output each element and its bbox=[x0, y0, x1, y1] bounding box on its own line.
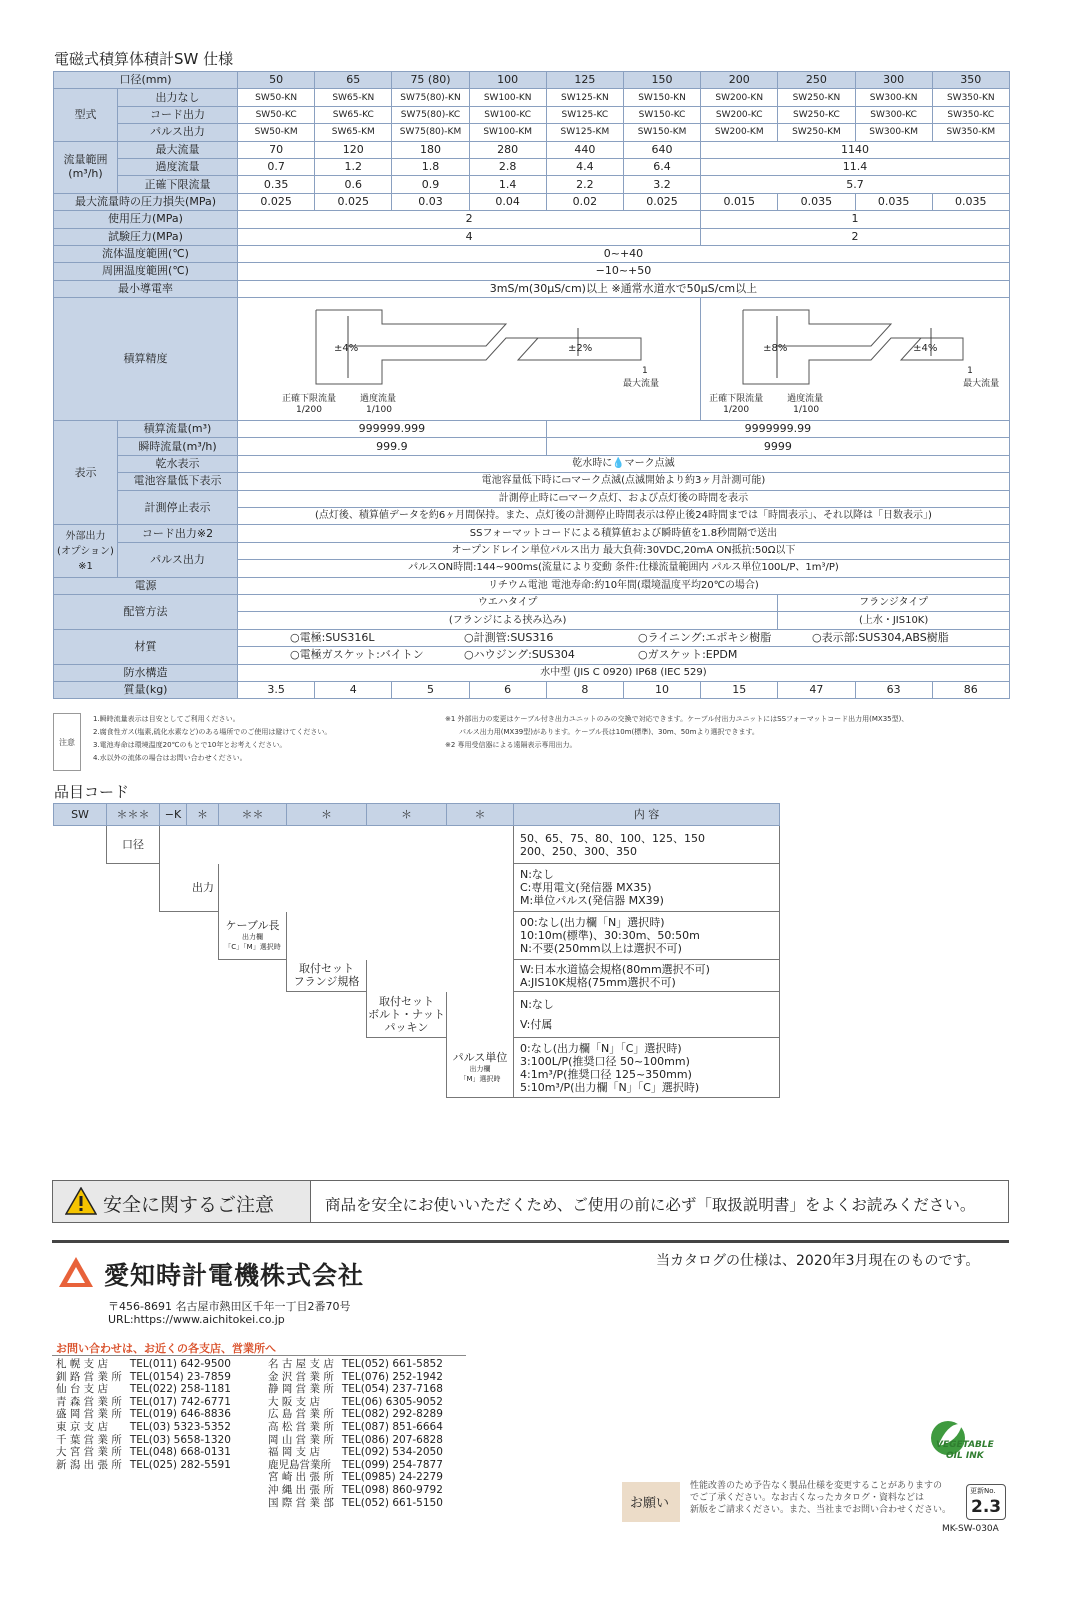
code-table: SW ＊＊＊ −K ＊ ＊＊ ＊ ＊ ＊ 内 容 口径 50、65、75、80、100、125、150 200、250、300、350 出力 N:なし C:専用電文(発信器 MX35) M:単位パルス(発信器 MX39) ケーブル長 出力欄 「C」「M」選択時 00:なし(出力欄「N」選択時) 10:10m(標準)、30:30m、50:50m N:不要(250mm以上は選択不可) 取付セット フランジ規格 W:日本水道協会規格(80mm選択不可) A:JIS10K規格(75mm選択不可) 取付セット ボルト・ナット パッキン N:なし V:付属 パルス単位 出力欄 「M」選択時 0:なし(出力欄「N」「C」選択時) 3:100L/P(推奨口径 50~100mm) 4:1m³/P(推奨口径 125~350mm) 5:10m³/P(出力欄「N」「C」選択時) bbox=[53, 803, 780, 1098]
branch-list-right: 名 古 屋 支 店 TEL(052) 661-5852 金 沢 営 業 所 TEL(076) 252-1942 静 岡 営 業 所 TEL(054) 237-7168 大 阪 支 店 TEL(06) 6305-9052 広 島 営 業 所 TEL(082) 292-8289 高 松 営 業 所 TEL(087) 851-6664 岡 山 営 業 所 TEL(086) 207-6828 福 岡 支 店 TEL(092) 534-2050 鹿児島営業所 TEL(099) 254-7877 宮 崎 出 張 所 TEL(0985) 24-2279 沖 縄 出 張 所 TEL(098) 860-9792 国 際 営 業 部 TEL(052) 661-5150 bbox=[268, 1358, 443, 1509]
accuracy-diagram-right: ±8% ±4% 1 最大流量 正確下限流量 過度流量 1/200 1/100 bbox=[701, 298, 1010, 421]
accuracy-diagram-left: ±4% ±2% 1 最大流量 正確下限流量 過度流量 1/200 1/100 bbox=[238, 298, 701, 421]
code-title: 品目コード bbox=[54, 783, 130, 801]
spec-table: 口径(mm) 50 65 75 (80) 100 125 150 200 250 300 350 型式 出力なし SW50-KN SW65-KN SW75(80)-KN SW100-KN SW125-KN SW150-KN SW200-KN SW250-KN SW300-KN SW350-KN コード出力 SW50-KC SW65-KC SW75(80)-KC SW100-KC SW125-KC SW150-KC SW200-KC SW250-KC SW300-KC SW350-KC パルス出力 SW50-KM SW65-KM SW75(80)-KM SW100-KM SW125-KM SW150-KM SW200-KM SW250-KM SW300-KM SW350-KM 流量範囲 (m³/h) 最大流量 70 120 180 280 440 640 1140 過度流量 0.7 1.2 1.8 2.8 4.4 6.4 11.4 正確下限流量 0.35 0.6 0.9 1.4 2.2 3.2 5.7 最大流量時の圧力損失(MPa) 0.025 0.025 0.03 0.04 0.02 0.025 0.015 0.035 0.035 0.035 使用圧力(MPa) 2 1 試験圧力(MPa) 4 2 流体温度範囲(℃) 0~+40 周囲温度範囲(℃) −10~+50 最小導電率 3mS/m(30μS/cm)以上 ※通常水道水で50μS/cm以上 積算精度 ±4% ±2% 1 最大流量 正確下限流量 過度流量 1/200 1/100 ±8% ±4% 1 最大流量 正確下限流量 過度流量 1/200 1/100 表示 積算流量(m³) 999999.999 9999999.99 瞬時流量(m³/h) 999.9 9999 乾水表示 乾水時に💧マーク点滅 電池容量低下表示 電池容量低下時に▭マーク点滅(点滅開始より約3ヶ月計測可能) 計測停止表示 計測停止時に▭マーク点灯、および点灯後の時間を表示 (点灯後、積算値データを約6ヶ月間保持。また、点灯後の計測停止時間表示は停止後24時間までは「時間表示」、それ以降は「日数表示」) 外部出力 (オプション) ※1 コード出力※2 SSフォーマットコードによる積算値および瞬時値を1.8秒間隔で送出 パルス出力 オープンドレイン単位パルス出力 最大負荷:30VDC,20mA ON抵抗:50Ω以下 パルスON時間:144~900ms(流量により変動 条件:仕様流量範囲内 パルス単位100L/P、1m³/P) 電源 リチウム電池 電池寿命:約10年間(環境温度平均20℃の場合) 配管方法 ウエハタイプ フランジタイプ (フランジによる挟み込み) (上水・JIS10K) 材質 ○電極:SUS316L ○計測管:SUS316 ○ライニング:エポキシ樹脂 ○表示部:SUS304,ABS樹脂 ○電極ガスケット:バイトン ○ハウジング:SUS304 ○ガスケット:EPDM 防水構造 水中型 (JIS C 0920) IP68 (IEC 529) 質量(kg) 3.5 4 5 6 8 10 15 47 63 86 bbox=[53, 71, 1010, 699]
notes: 注意 1.瞬時流量表示は目安としてご利用ください。 2.腐食性ガス(塩素,硫化水素など)のある場所でのご使用は避けてください。 3.電池寿命は環境温度20℃のもとで10年とお考えください。 4.水以外の流体の場合はお問い合わせください。 ※1 外部出力の変更はケーブル付き出力ユニットのみの交換で対応できます。ケーブル付出力ユニットにはSSフォーマットコード出力用(MX35型)、 パルス出力用(MX39型)があります。ケーブル長は10m(標準)、30m、50mより選択できます。 ※2 専用受信器による遠隔表示専用出力。 bbox=[53, 713, 1009, 771]
warning-icon bbox=[65, 1187, 97, 1215]
safety-box: 安全に関するご注意 商品を安全にお使いいただくため、ご使用の前に必ず「取扱説明書」をよくお読みください。 bbox=[52, 1180, 1009, 1223]
vegetable-oil-ink-logo: VEGETABLE OIL INK bbox=[928, 1416, 1008, 1466]
company-logo-icon bbox=[58, 1256, 94, 1288]
leaf-icon bbox=[928, 1416, 968, 1456]
spec-title: 電磁式積算体積計SW 仕様 bbox=[54, 50, 234, 68]
company-name: 愛知時計電機株式会社 bbox=[104, 1261, 365, 1290]
update-number: 更新No. 2.3 bbox=[966, 1484, 1006, 1520]
branch-list-left: 札 幌 支 店 TEL(011) 642-9500 釧 路 営 業 所 TEL(0154) 23-7859 仙 台 支 店 TEL(022) 258-1181 青 森 営 業 所 TEL(017) 742-6771 盛 岡 営 業 所 TEL(019) 646-8836 東 京 支 店 TEL(03) 5323-5352 千 葉 営 業 所 TEL(03) 5658-1320 大 宮 営 業 所 TEL(048) 668-0131 新 潟 出 張 所 TEL(025) 282-5591 bbox=[56, 1358, 231, 1471]
